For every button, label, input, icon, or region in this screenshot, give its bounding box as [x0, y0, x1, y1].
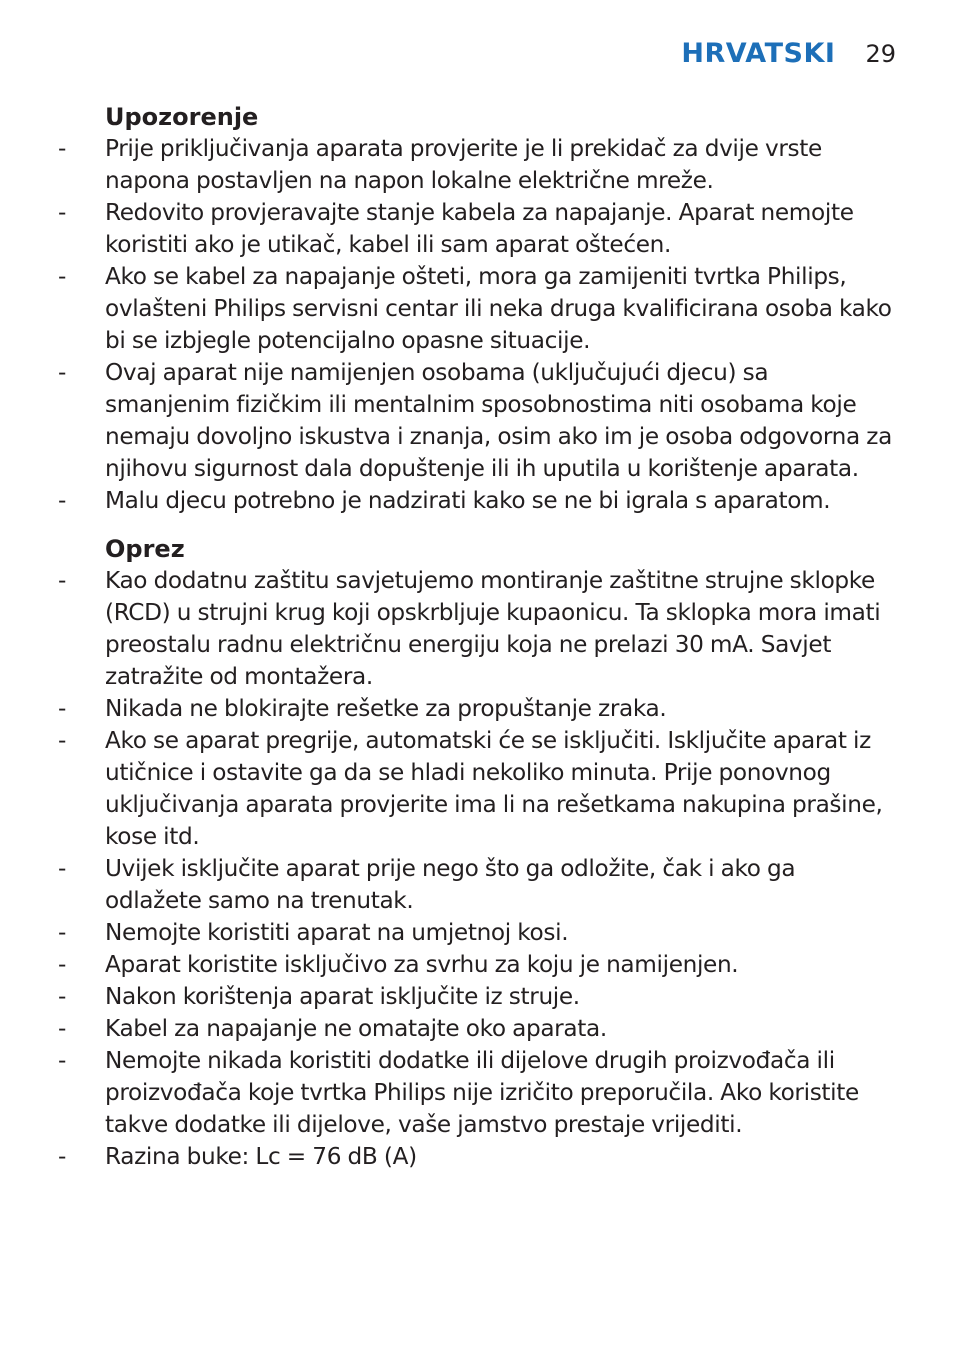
bullet-dash: -	[58, 695, 67, 722]
list-item	[0, 357, 895, 485]
section-warning	[0, 101, 954, 517]
bullet-dash: -	[58, 567, 67, 594]
list-item-text: Kabel za napajanje ne omatajte oko aparata.	[105, 1015, 607, 1042]
list-item-text: Uvijek isključite aparat prije nego što ga odložite, čak i ako ga odlažete samo na trenutak.	[105, 855, 796, 914]
bullet-dash: -	[58, 919, 67, 946]
bullet-dash: -	[58, 1047, 67, 1074]
bullet-dash: -	[58, 199, 67, 226]
list-item-text: Malu djecu potrebno je nadzirati kako se ne bi igrala s aparatom.	[105, 487, 831, 514]
section-title-caution: Oprez	[105, 535, 185, 563]
section-title-warning: Upozorenje	[105, 103, 259, 131]
list-item	[0, 853, 895, 917]
list-item-text: Razina buke: Lc = 76 dB (A)	[105, 1143, 417, 1170]
list-item-text: Aparat koristite isključivo za svrhu za koju je namijenjen.	[105, 951, 739, 978]
list-item-text: Nikada ne blokirajte rešetke za propuštanje zraka.	[105, 695, 667, 722]
list-item	[0, 917, 895, 949]
list-item-text: Nemojte koristiti aparat na umjetnoj kosi.	[105, 919, 569, 946]
page-header	[681, 38, 896, 69]
list-item-text: Redovito provjeravajte stanje kabela za napajanje. Aparat nemojte koristiti ako je utikač, kabel ili sam aparat oštećen.	[105, 199, 854, 258]
bullet-dash: -	[58, 1015, 67, 1042]
bullet-dash: -	[58, 1143, 67, 1170]
list-item	[0, 197, 895, 261]
list-item-text: Ako se kabel za napajanje ošteti, mora ga zamijeniti tvrtka Philips, ovlašteni Philips servisni centar ili neka druga kvalificirana osoba kako bi se izbjegle potencijalno opasne situacije.	[105, 263, 892, 354]
list-item-text: Kao dodatnu zaštitu savjetujemo montiranje zaštitne strujne sklopke (RCD) u strujni krug koji opskrbljuje kupaonicu. Ta sklopka mora imati preostalu radnu električnu energiju koja ne prelazi 30 mA. Savjet zatražite od montažera.	[105, 567, 881, 690]
document-body	[0, 101, 954, 1173]
bullet-dash: -	[58, 951, 67, 978]
list-item-text: Nemojte nikada koristiti dodatke ili dijelove drugih proizvođača ili proizvođača koje tvrtka Philips nije izričito preporučila. Ako koristite takve dodatke ili dijelove, vaše jamstvo prestaje vrijediti.	[105, 1047, 859, 1138]
list-item	[0, 1141, 895, 1173]
list-item-text: Nakon korištenja aparat isključite iz struje.	[105, 983, 580, 1010]
bullet-dash: -	[58, 727, 67, 754]
page-number: 29	[865, 40, 896, 68]
bullet-dash: -	[58, 263, 67, 290]
bullet-dash: -	[58, 359, 67, 386]
bullet-dash: -	[58, 135, 67, 162]
section-spacer	[0, 517, 954, 533]
list-item	[0, 725, 895, 853]
list-item-text: Prije priključivanja aparata provjerite je li prekidač za dvije vrste napona postavljen na napon lokalne električne mreže.	[105, 135, 822, 194]
list-item	[0, 261, 895, 357]
list-item-text: Ako se aparat pregrije, automatski će se isključiti. Isključite aparat iz utičnice i ostavite ga da se hladi nekoliko minuta. Prije ponovnog uključivanja aparata provjerite ima li na rešetkama nakupina prašine, kose itd.	[105, 727, 883, 850]
list-item	[0, 133, 895, 197]
bullet-dash: -	[58, 983, 67, 1010]
bullet-dash: -	[58, 487, 67, 514]
list-item-text: Ovaj aparat nije namijenjen osobama (uključujući djecu) sa smanjenim fizičkim ili mentalnim sposobnostima niti osobama koje nemaju dovoljno iskustva i znanja, osim ako im je osoba odgovorna za njihovu sigurnost dala dopuštenje ili ih uputila u korištenje aparata.	[105, 359, 892, 482]
list-item	[0, 693, 895, 725]
section-caution	[0, 533, 954, 1173]
list-item	[0, 949, 895, 981]
list-item	[0, 485, 895, 517]
language-label: HRVATSKI	[681, 38, 836, 69]
warning-list	[0, 133, 954, 517]
list-item	[0, 1013, 895, 1045]
list-item	[0, 1045, 895, 1141]
list-item	[0, 565, 895, 693]
list-item	[0, 981, 895, 1013]
bullet-dash: -	[58, 855, 67, 882]
caution-list	[0, 565, 954, 1173]
